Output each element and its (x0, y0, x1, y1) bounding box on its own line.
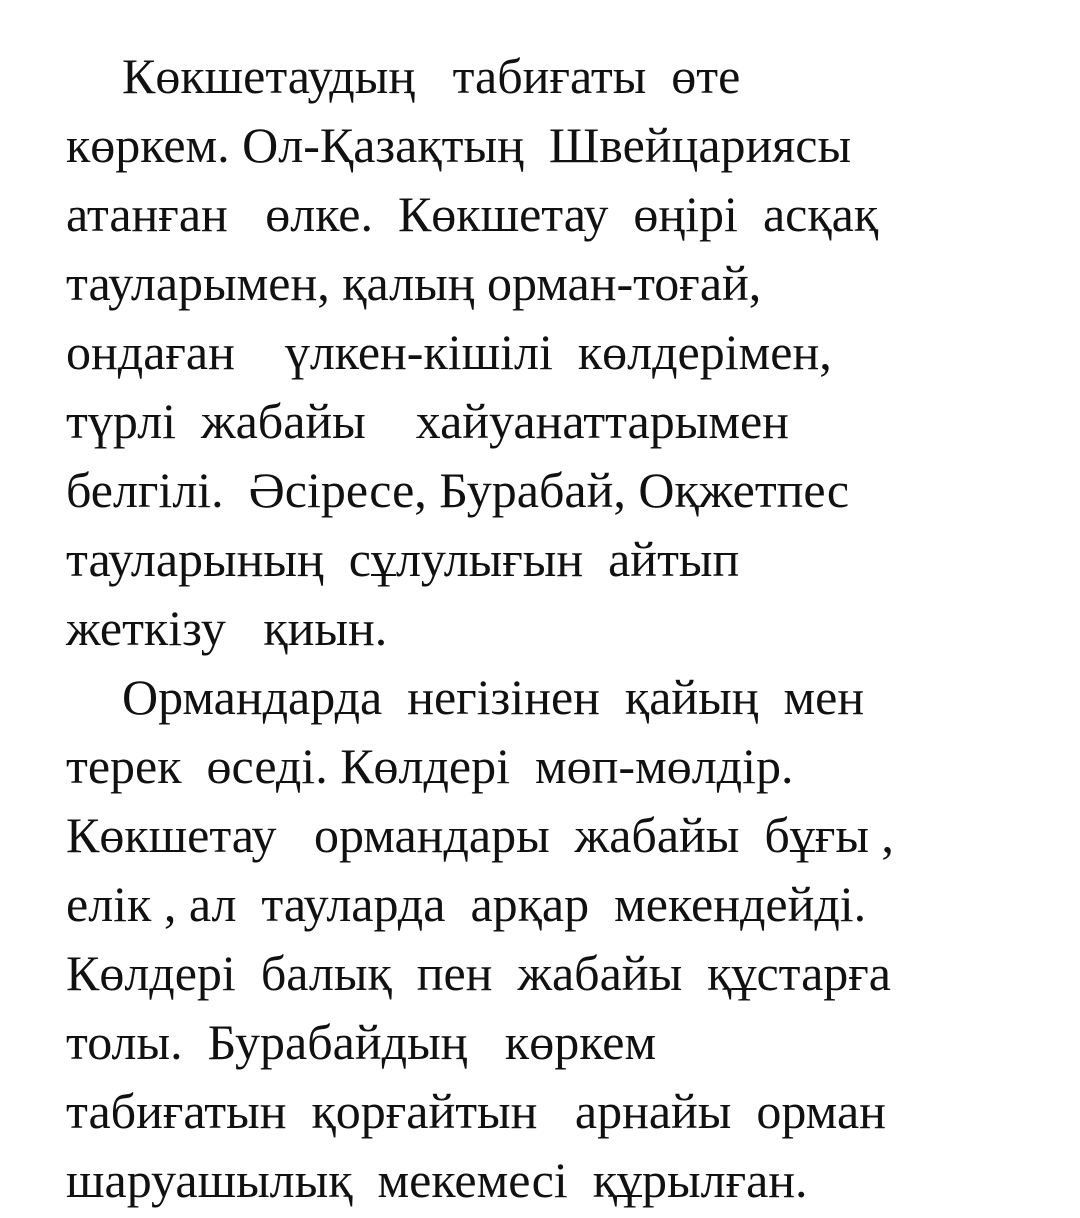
text-line: тауларымен, қалың орман-тоғай, (66, 255, 762, 311)
text-line: жеткізу қиын. (66, 600, 388, 656)
text-line: Ормандарда негізінен қайың мен (122, 669, 865, 725)
text-line: Көлдері балық пен жабайы құстарға (66, 945, 891, 1001)
text-line: белгілі. Әсіресе, Бурабай, Оқжетпес (66, 462, 850, 518)
text-line: түрлі жабайы хайуанаттарымен (66, 393, 789, 449)
text-line: тауларының сұлулығын айтып (66, 531, 740, 587)
text-line: табиғатын қорғайтын арнайы орман (66, 1083, 886, 1139)
text-line: атанған өлке. Көкшетау өңірі асқақ (66, 186, 879, 242)
text-line: ондаған үлкен-кішілі көлдерімен, (66, 324, 832, 380)
text-line: терек өседі. Көлдері мөп-мөлдір. (66, 738, 794, 794)
text-line: көркем. Ол-Қазақтың Швейцариясы (66, 117, 852, 173)
text-line: Көкшетау ормандары жабайы бұғы , (66, 807, 894, 863)
text-line: Көкшетаудың табиғаты өте (122, 48, 741, 104)
text-line: шаруашылық мекемесі құрылған. (66, 1152, 808, 1208)
text-line: толы. Бурабайдың көркем (66, 1014, 657, 1070)
text-line: елік , ал тауларда арқар мекендейді. (66, 876, 867, 932)
